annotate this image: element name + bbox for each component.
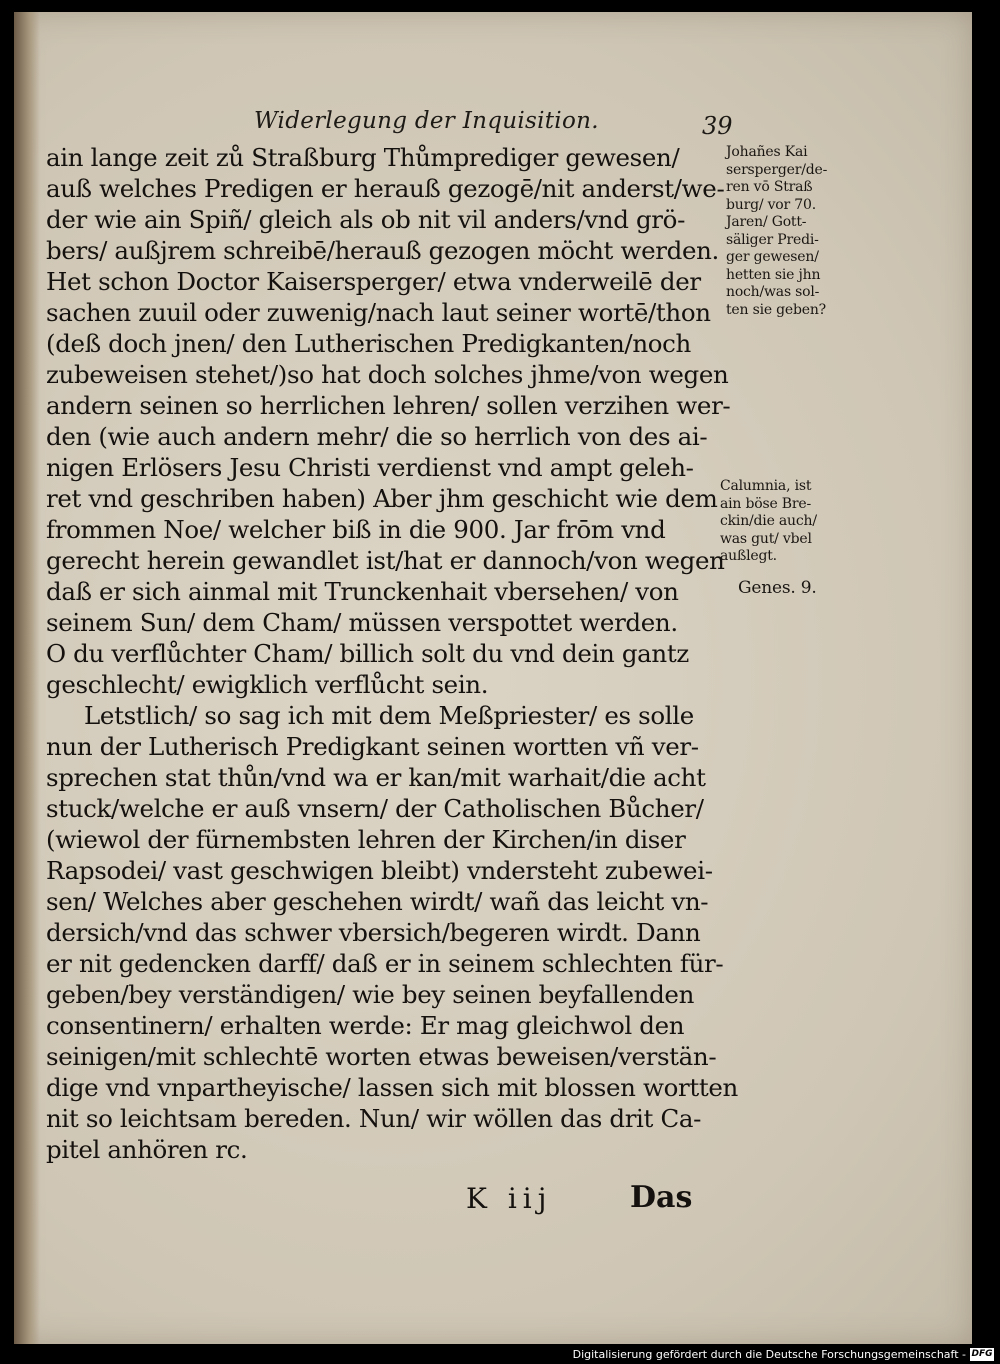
margin-note-line: was gut/ vbel — [720, 530, 812, 547]
text-line: sprechen stat thůn/vnd wa er kan/mit warhait/die acht — [46, 763, 706, 792]
text-line: geben/bey verständigen/ wie bey seinen beyfallenden — [46, 980, 695, 1009]
margin-note-line: Johañes Kai — [726, 144, 808, 160]
margin-note-line: noch/was sol- — [726, 284, 820, 300]
text-line: pitel anhören rc. — [46, 1135, 248, 1164]
page-spine-shadow — [14, 12, 40, 1344]
text-line: gerecht herein gewandlet ist/hat er dannoch/von wegen — [46, 546, 725, 575]
text-line: andern seinen so herrlichen lehren/ sollen verzihen wer- — [46, 391, 731, 420]
page-number: 39 — [702, 112, 733, 140]
margin-note-line: ren vō Straß — [726, 179, 813, 195]
text-line: dersich/vnd das schwer vbersich/begeren wirdt. Dann — [46, 918, 701, 947]
margin-note-genesis: Genes. 9. — [738, 578, 817, 598]
text-line: stuck/welche er auß vnsern/ der Catholischen Bůcher/ — [46, 794, 704, 823]
main-text-block — [46, 142, 738, 1165]
catchword: Das — [630, 1180, 693, 1215]
text-line: O du verflůchter Cham/ billich solt du vnd dein gantz — [46, 639, 689, 668]
text-line: seinigen/mit schlechtē worten etwas beweisen/verstän- — [46, 1042, 717, 1071]
text-line: nun der Lutherisch Predigkant seinen wortten vñ ver- — [46, 732, 699, 761]
margin-note-line: Jaren/ Gott- — [726, 214, 807, 230]
text-line: Rapsodei/ vast geschwigen bleibt) vndersteht zubewei- — [46, 856, 713, 885]
text-line: Het schon Doctor Kaisersperger/ etwa vnderweilē der — [46, 267, 701, 296]
text-line: bers/ außjrem schreibē/herauß gezogen möcht werden. — [46, 236, 719, 265]
margin-note-line: sersperger/de- — [726, 161, 828, 178]
text-line: Letstlich/ so sag ich mit dem Meßpriester/ es solle — [84, 701, 694, 730]
margin-note-line: ten sie geben? — [726, 301, 826, 318]
text-line: seinem Sun/ dem Cham/ müssen verspottet werden. — [46, 608, 678, 637]
text-line: consentinern/ erhalten werde: Er mag gleichwol den — [46, 1011, 685, 1040]
text-line: ret vnd geschriben haben) Aber jhm geschicht wie dem — [46, 484, 718, 513]
book-page — [14, 12, 972, 1344]
text-line: auß welches Predigen er herauß gezogē/nit anderst/we- — [46, 174, 725, 203]
margin-note-line: außlegt. — [720, 548, 777, 564]
text-line: der wie ain Spiñ/ gleich als ob nit vil anders/vnd grö- — [46, 205, 685, 234]
text-line: ain lange zeit zů Straßburg Thůmprediger gewesen/ — [46, 143, 680, 172]
text-line: sen/ Welches aber geschehen wirdt/ wañ das leicht vn- — [46, 887, 709, 916]
text-line: nigen Erlösers Jesu Christi verdienst vnd ampt geleh- — [46, 453, 694, 482]
text-line: dige vnd vnpartheyische/ lassen sich mit blossen wortten — [46, 1073, 738, 1102]
text-line: daß er sich ainmal mit Trunckenhait vbersehen/ von — [46, 577, 679, 606]
margin-note-line: ain böse Bre- — [720, 495, 811, 512]
paragraph-1 — [46, 142, 730, 700]
text-line: zubeweisen stehet/)so hat doch solches jhme/von wegen — [46, 360, 729, 389]
text-line: nit so leichtsam bereden. Nun/ wir wöllen das drit Ca- — [46, 1104, 702, 1133]
text-line: (deß doch jnen/ den Lutherischen Predigkanten/noch — [46, 329, 691, 358]
text-line: er nit gedencken darff/ daß er in seinem schlechten für- — [46, 949, 724, 978]
margin-note-calumnia — [720, 478, 817, 566]
margin-note-line: ckin/die auch/ — [720, 513, 817, 529]
margin-note-line: ger gewesen/ — [726, 249, 819, 265]
text-line: (wiewol der fürnembsten lehren der Kirchen/in diser — [46, 825, 686, 854]
margin-note-kaisersperger — [726, 144, 827, 319]
margin-note-line: hetten sie jhn — [726, 266, 821, 283]
margin-note-line: Calumnia, ist — [720, 478, 812, 494]
dfg-logo-icon: DFG — [971, 1349, 993, 1359]
text-line: den (wie auch andern mehr/ die so herrlich von des ai- — [46, 422, 708, 451]
running-head: Widerlegung der Inquisition. — [254, 108, 599, 134]
margin-note-line: säliger Predi- — [726, 231, 819, 248]
text-line: geschlecht/ ewigklich verflůcht sein. — [46, 670, 489, 699]
paragraph-2 — [46, 700, 738, 1165]
text-line: sachen zuuil oder zuwenig/nach laut seiner wortē/thon — [46, 298, 711, 327]
footer-bar — [0, 1344, 1000, 1364]
footer-credit: Digitalisierung gefördert durch die Deutsche Forschungsgemeinschaft - — [572, 1348, 966, 1361]
text-line: frommen Noe/ welcher biß in die 900. Jar frōm vnd — [46, 515, 666, 544]
signature-mark: K iij — [466, 1182, 553, 1215]
margin-note-line: burg/ vor 70. — [726, 196, 816, 213]
